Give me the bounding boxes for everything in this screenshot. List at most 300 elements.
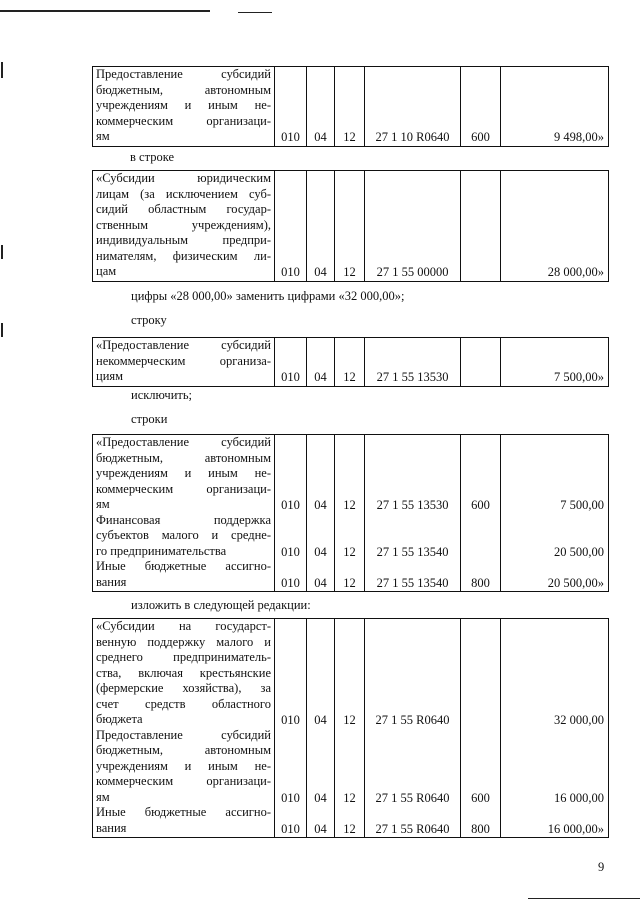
spacer <box>501 250 608 266</box>
spacer <box>461 806 500 822</box>
amount: 16 000,00 <box>554 790 604 805</box>
spacer <box>501 744 608 760</box>
spacer <box>275 68 306 84</box>
description-line: Иные бюджетные ассигно- <box>96 805 271 819</box>
spacer <box>365 560 460 576</box>
description-line: коммерческим организаци- <box>96 481 271 496</box>
description-cell <box>93 338 275 387</box>
spacer <box>335 339 364 355</box>
spacer <box>335 651 364 667</box>
spacer <box>307 698 334 714</box>
spacer <box>461 636 500 652</box>
section-code-cell <box>307 435 335 592</box>
target-article-code: 27 1 55 R0640 <box>375 821 450 836</box>
spacer <box>501 698 608 714</box>
spacer <box>461 99 500 115</box>
section-code: 04 <box>314 821 327 836</box>
subsection-code-cell <box>335 171 365 282</box>
spacer <box>461 529 500 545</box>
subsection-code: 12 <box>343 498 356 512</box>
description-line: бюджета <box>96 712 143 726</box>
instruction-text: строки <box>131 412 168 426</box>
spacer <box>461 514 500 530</box>
description-line: бюджетным, автономным <box>96 82 271 97</box>
spacer <box>365 620 460 636</box>
spacer <box>307 729 334 745</box>
expense-type-code <box>461 545 500 561</box>
spacer <box>275 234 306 250</box>
amount-cell <box>501 619 609 838</box>
budget-table-1 <box>92 66 609 147</box>
ministry-code-cell <box>275 338 307 387</box>
spacer <box>307 682 334 698</box>
spacer <box>501 68 608 84</box>
spacer <box>365 529 460 545</box>
spacer <box>335 203 364 219</box>
spacer <box>501 667 608 683</box>
spacer <box>365 682 460 698</box>
description-line: ям <box>96 789 110 804</box>
spacer <box>275 651 306 667</box>
spacer <box>335 115 364 131</box>
expense-type-code <box>461 713 500 729</box>
description-line: бюджетным, автономным <box>96 743 271 757</box>
amount: 20 500,00 <box>554 544 604 559</box>
description-line: ства, включая крестьянские <box>96 665 271 680</box>
description-line: бюджетным, автономным <box>96 450 271 465</box>
table-row <box>93 619 609 838</box>
description-line: коммерческим организаци- <box>96 113 271 128</box>
spacer <box>365 651 460 667</box>
ministry-code: 010 <box>281 498 300 512</box>
spacer <box>461 620 500 636</box>
section-code-cell <box>307 171 335 282</box>
expense-type-code-cell <box>461 619 501 838</box>
spacer <box>307 560 334 576</box>
expense-type-code <box>461 370 500 386</box>
amount-cell <box>501 67 609 147</box>
description-line: коммерческим организаци- <box>96 774 271 788</box>
subsection-code-cell <box>335 67 365 147</box>
ministry-code-cell <box>275 435 307 592</box>
spacer <box>501 682 608 698</box>
spacer <box>275 760 306 776</box>
spacer <box>461 115 500 131</box>
expense-type-code: 600 <box>471 498 490 512</box>
spacer <box>461 698 500 714</box>
spacer <box>335 682 364 698</box>
description-cell <box>93 435 275 592</box>
section-code-cell <box>307 67 335 147</box>
subsection-code-cell <box>335 338 365 387</box>
spacer <box>307 452 334 468</box>
spacer <box>501 467 608 483</box>
spacer <box>461 744 500 760</box>
spacer <box>365 760 460 776</box>
target-article-code-cell <box>365 435 461 592</box>
spacer <box>335 514 364 530</box>
spacer <box>461 188 500 204</box>
target-article-code: 27 1 55 R0640 <box>375 713 450 727</box>
spacer <box>275 355 306 371</box>
spacer <box>275 744 306 760</box>
spacer <box>501 436 608 452</box>
spacer <box>335 172 364 188</box>
spacer <box>365 483 460 499</box>
ministry-code: 010 <box>281 713 300 727</box>
target-article-code-cell <box>365 338 461 387</box>
spacer <box>461 729 500 745</box>
spacer <box>501 115 608 131</box>
section-code-cell <box>307 338 335 387</box>
spacer <box>461 339 500 355</box>
budget-table-5 <box>92 618 609 838</box>
spacer <box>335 560 364 576</box>
expense-type-code-cell <box>461 67 501 147</box>
spacer <box>365 514 460 530</box>
instruction-text: в строке <box>130 150 175 164</box>
spacer <box>307 203 334 219</box>
spacer <box>501 560 608 576</box>
amount: 28 000,00» <box>547 265 604 279</box>
spacer <box>335 775 364 791</box>
table-row <box>93 67 609 147</box>
description-line: Иные бюджетные ассигно- <box>96 559 271 573</box>
spacer <box>461 651 500 667</box>
spacer <box>365 729 460 745</box>
spacer <box>307 234 334 250</box>
spacer <box>307 115 334 131</box>
spacer <box>501 636 608 652</box>
spacer <box>365 467 460 483</box>
description-line: среднего предприниматель- <box>96 650 271 664</box>
amount: 16 000,00» <box>547 821 604 836</box>
description-line: нимателям, физическим ли- <box>96 248 271 263</box>
subsection-code: 12 <box>343 265 356 279</box>
section-code: 04 <box>314 575 327 590</box>
subsection-code-cell <box>335 619 365 838</box>
spacer <box>275 483 306 499</box>
spacer <box>501 806 608 822</box>
spacer <box>275 775 306 791</box>
spacer <box>461 355 500 371</box>
expense-type-code-cell <box>461 338 501 387</box>
spacer <box>307 68 334 84</box>
spacer <box>307 514 334 530</box>
expense-type-code-cell <box>461 435 501 592</box>
spacer <box>307 620 334 636</box>
spacer <box>275 219 306 235</box>
spacer <box>335 99 364 115</box>
spacer <box>365 250 460 266</box>
spacer <box>461 68 500 84</box>
spacer <box>501 529 608 545</box>
amount-cell <box>501 171 609 282</box>
spacer <box>275 682 306 698</box>
spacer <box>335 234 364 250</box>
section-code-cell <box>307 619 335 838</box>
spacer <box>365 219 460 235</box>
subsection-code: 12 <box>343 713 356 727</box>
ministry-code: 010 <box>281 821 300 836</box>
description-line: ям <box>96 497 110 511</box>
description-line: Предоставление субсидий <box>96 67 271 81</box>
spacer <box>307 339 334 355</box>
spacer <box>501 339 608 355</box>
spacer <box>365 636 460 652</box>
scan-margin-mark <box>1 245 3 259</box>
description-line: (фермерские хозяйства), за <box>96 681 271 695</box>
description-line: «Предоставление субсидий <box>96 435 271 449</box>
scan-edge-line-top-right <box>238 12 272 13</box>
target-article-code: 27 1 10 R0640 <box>375 130 450 144</box>
description-line: вания <box>96 574 127 589</box>
spacer <box>335 529 364 545</box>
amount: 7 500,00 <box>560 498 604 512</box>
spacer <box>461 560 500 576</box>
spacer <box>461 234 500 250</box>
spacer <box>307 483 334 499</box>
spacer <box>501 172 608 188</box>
spacer <box>501 84 608 100</box>
expense-type-code: 800 <box>471 575 490 590</box>
budget-table-3 <box>92 337 609 387</box>
amount: 7 500,00» <box>554 370 604 384</box>
spacer <box>275 452 306 468</box>
subsection-code: 12 <box>343 130 356 144</box>
spacer <box>307 436 334 452</box>
description-cell <box>93 171 275 282</box>
spacer <box>335 744 364 760</box>
description-cell <box>93 67 275 147</box>
description-line: субъектов малого и средне- <box>96 528 271 542</box>
spacer <box>365 203 460 219</box>
spacer <box>335 250 364 266</box>
spacer <box>365 775 460 791</box>
instruction-text: строку <box>131 313 167 327</box>
spacer <box>307 219 334 235</box>
spacer <box>275 667 306 683</box>
subsection-code: 12 <box>343 575 356 590</box>
description-line: циям <box>96 369 124 383</box>
description-line: вания <box>96 820 127 835</box>
spacer <box>335 760 364 776</box>
spacer <box>275 188 306 204</box>
spacer <box>335 219 364 235</box>
subsection-code: 12 <box>343 370 356 384</box>
spacer <box>275 250 306 266</box>
spacer <box>461 760 500 776</box>
spacer <box>461 250 500 266</box>
target-article-code: 27 1 55 13540 <box>376 575 449 590</box>
description-line: «Субсидии на государст- <box>96 619 271 633</box>
spacer <box>275 529 306 545</box>
description-line: Предоставление субсидий <box>96 727 271 742</box>
spacer <box>365 188 460 204</box>
expense-type-code: 800 <box>471 821 490 836</box>
spacer <box>335 84 364 100</box>
target-article-code: 27 1 55 13530 <box>376 498 449 512</box>
spacer <box>501 775 608 791</box>
spacer <box>275 172 306 188</box>
description-line: сидий областным государ- <box>96 202 271 216</box>
spacer <box>275 115 306 131</box>
spacer <box>307 760 334 776</box>
spacer <box>335 483 364 499</box>
spacer <box>275 99 306 115</box>
spacer <box>307 806 334 822</box>
spacer <box>275 698 306 714</box>
description-line: ственным учреждениям), <box>96 217 271 232</box>
spacer <box>365 452 460 468</box>
spacer <box>335 467 364 483</box>
amount: 32 000,00 <box>554 713 604 727</box>
instruction-text: цифры «28 000,00» заменить цифрами «32 000,00»; <box>131 289 405 303</box>
section-code: 04 <box>314 544 327 559</box>
expense-type-code: 600 <box>471 790 490 805</box>
spacer <box>461 667 500 683</box>
spacer <box>307 467 334 483</box>
section-code: 04 <box>314 713 327 727</box>
spacer <box>365 172 460 188</box>
spacer <box>335 698 364 714</box>
spacer <box>307 250 334 266</box>
spacer <box>461 172 500 188</box>
spacer <box>275 436 306 452</box>
description-line: индивидуальным предпри- <box>96 233 271 247</box>
spacer <box>307 744 334 760</box>
spacer <box>501 188 608 204</box>
instruction-text: изложить в следующей редакции: <box>131 598 311 612</box>
subsection-code: 12 <box>343 544 356 559</box>
ministry-code: 010 <box>281 790 300 805</box>
spacer <box>501 355 608 371</box>
spacer <box>307 651 334 667</box>
ministry-code: 010 <box>281 265 300 279</box>
spacer <box>461 436 500 452</box>
section-code: 04 <box>314 790 327 805</box>
spacer <box>275 203 306 219</box>
spacer <box>365 84 460 100</box>
description-line: Финансовая поддержка <box>96 512 271 527</box>
spacer <box>501 620 608 636</box>
spacer <box>275 84 306 100</box>
target-article-code: 27 1 55 00000 <box>376 265 449 279</box>
scan-margin-mark <box>1 62 3 78</box>
spacer <box>461 203 500 219</box>
table-row <box>93 171 609 282</box>
description-line: цам <box>96 264 117 278</box>
spacer <box>335 436 364 452</box>
subsection-code-cell <box>335 435 365 592</box>
description-line: го предпринимательства <box>96 543 227 558</box>
spacer <box>335 636 364 652</box>
target-article-code: 27 1 55 13540 <box>376 544 449 559</box>
description-line: лицам (за исключением суб- <box>96 186 271 201</box>
spacer <box>307 636 334 652</box>
description-cell <box>93 619 275 838</box>
spacer <box>307 667 334 683</box>
spacer <box>365 68 460 84</box>
spacer <box>275 339 306 355</box>
spacer <box>365 99 460 115</box>
spacer <box>501 514 608 530</box>
target-article-code: 27 1 55 13530 <box>376 370 449 384</box>
amount: 20 500,00» <box>547 575 604 590</box>
spacer <box>335 667 364 683</box>
budget-table-4 <box>92 434 609 592</box>
spacer <box>275 560 306 576</box>
subsection-code: 12 <box>343 821 356 836</box>
spacer <box>275 467 306 483</box>
scan-margin-mark <box>1 323 3 337</box>
spacer <box>275 806 306 822</box>
description-line: венную поддержку малого и <box>96 634 271 649</box>
spacer <box>275 514 306 530</box>
spacer <box>365 667 460 683</box>
spacer <box>501 99 608 115</box>
spacer <box>365 436 460 452</box>
spacer <box>365 339 460 355</box>
spacer <box>307 529 334 545</box>
spacer <box>501 203 608 219</box>
expense-type-code: 600 <box>471 130 490 144</box>
description-line: учреждениям и иным не- <box>96 466 271 480</box>
spacer <box>335 68 364 84</box>
instruction-text: исключить; <box>131 388 193 402</box>
amount-cell <box>501 338 609 387</box>
spacer <box>501 219 608 235</box>
description-line: учреждениям и иным не- <box>96 758 271 773</box>
spacer <box>501 651 608 667</box>
expense-type-code-cell <box>461 171 501 282</box>
spacer <box>365 234 460 250</box>
page-number: 9 <box>598 860 605 874</box>
spacer <box>461 682 500 698</box>
spacer <box>501 234 608 250</box>
description-line: счет средств областного <box>96 696 271 711</box>
spacer <box>307 775 334 791</box>
description-line: некоммерческим организа- <box>96 353 271 368</box>
expense-type-code <box>461 265 500 281</box>
spacer <box>365 115 460 131</box>
table-row <box>93 435 609 592</box>
spacer <box>307 188 334 204</box>
scan-edge-line-top <box>0 10 210 12</box>
spacer <box>307 84 334 100</box>
spacer <box>275 729 306 745</box>
target-article-code-cell <box>365 171 461 282</box>
spacer <box>365 806 460 822</box>
spacer <box>461 483 500 499</box>
ministry-code-cell <box>275 619 307 838</box>
spacer <box>365 355 460 371</box>
spacer <box>335 729 364 745</box>
spacer <box>501 729 608 745</box>
spacer <box>335 806 364 822</box>
spacer <box>307 355 334 371</box>
spacer <box>335 355 364 371</box>
ministry-code: 010 <box>281 130 300 144</box>
spacer <box>461 84 500 100</box>
spacer <box>461 467 500 483</box>
spacer <box>335 188 364 204</box>
section-code: 04 <box>314 498 327 512</box>
description-line: ям <box>96 129 110 143</box>
section-code: 04 <box>314 265 327 279</box>
spacer <box>275 620 306 636</box>
section-code: 04 <box>314 130 327 144</box>
